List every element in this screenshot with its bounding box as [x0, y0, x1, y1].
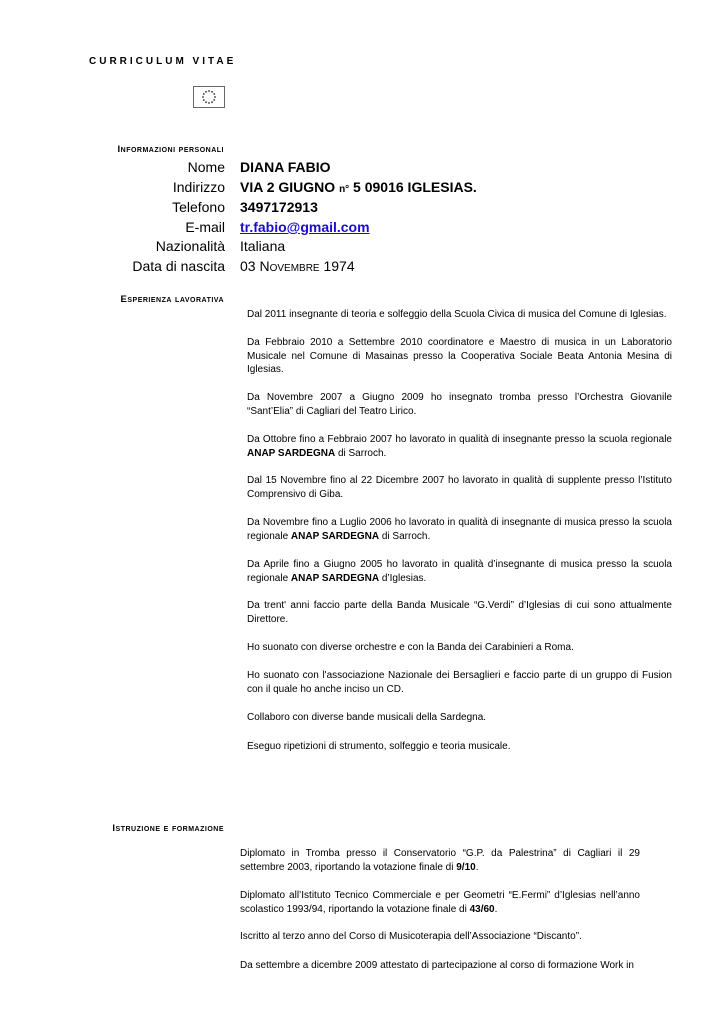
education-text: Diplomato all’Istituto Tecnico Commerciale e per Geometri “E.Fermi” d’Iglesias nell’anno scolastico 1993/94, riportando la votazione finale di: [240, 890, 640, 915]
experience-item: [247, 516, 672, 543]
education-item: Iscritto al terzo anno del Corso di Musicoterapia dell’Associazione “Discanto”.: [240, 931, 582, 942]
education-text: Diplomato in Tromba presso il Conservatorio “G.P. da Palestrina” di Cagliari il 29 settembre 2003, riportando la votazione finale di: [240, 848, 640, 873]
education-item: [240, 847, 640, 874]
experience-item: Da Febbraio 2010 a Settembre 2010 coordinatore e Maestro di musica in un Laboratorio Musicale nel Comune di Masainas presso la Cooperativa Sociale Beata Antonia Mesina di Iglesias.: [247, 337, 672, 375]
education-grade: 9/10: [456, 861, 476, 873]
label-nationality: Nazionalità: [155, 238, 225, 254]
experience-item: Da Novembre 2007 a Giugno 2009 ho insegnato tromba presso l’Orchestra Giovanile “Sant’Elia” di Cagliari del Teatro Lirico.: [247, 392, 672, 417]
value-address: [240, 179, 477, 195]
section-work-experience: Esperienza lavorativa: [120, 294, 224, 305]
experience-item: Ho suonato con l'associazione Nazionale dei Bersaglieri e faccio parte di un gruppo di Fusion con il quale ho anche inciso un CD.: [247, 670, 672, 695]
experience-org: ANAP SARDEGNA: [290, 530, 380, 542]
education-item: Da settembre a dicembre 2009 attestato di partecipazione al corso di formazione Work in: [240, 960, 634, 971]
experience-text: Da Aprile fino a Giugno 2005 ho lavorato in qualità d’insegnante di musica presso la scuola regionale: [247, 559, 672, 584]
section-personal-info: Informazioni personali: [117, 144, 224, 155]
email-link[interactable]: tr.fabio@gmail.com: [240, 219, 370, 235]
education-text: .: [475, 861, 479, 873]
value-nationality: Italiana: [240, 238, 286, 254]
education-grade: 43/60: [469, 903, 495, 915]
label-email: E-mail: [185, 219, 225, 235]
label-name: Nome: [187, 159, 225, 175]
address-number-abbr: n°: [339, 184, 350, 195]
label-phone: Telefono: [172, 199, 225, 215]
label-birthdate: Data di nascita: [132, 258, 225, 274]
experience-text: d’Iglesias.: [379, 572, 427, 584]
experience-item: Dal 2011 insegnante di teoria e solfeggio della Scuola Civica di musica del Comune di Iglesias.: [247, 309, 667, 320]
eu-flag-icon: [193, 86, 225, 108]
experience-text: di Sarroch.: [379, 530, 431, 542]
address-rest: 5 09016 IGLESIAS.: [349, 179, 477, 195]
education-item: [240, 889, 640, 916]
value-birthdate: 03 Novembre 1974: [240, 258, 355, 274]
label-address: Indirizzo: [172, 179, 225, 195]
experience-text: di Sarroch.: [335, 447, 387, 459]
experience-org: ANAP SARDEGNA: [247, 447, 336, 459]
section-education: Istruzione e formazione: [112, 823, 224, 834]
experience-item: [247, 558, 672, 585]
experience-item: Collaboro con diverse bande musicali della Sardegna.: [247, 712, 487, 723]
experience-item: Da trent' anni faccio parte della Banda Musicale “G.Verdi” d’Iglesias di cui sono attualmente Direttore.: [247, 600, 672, 625]
value-name: DIANA FABIO: [240, 159, 331, 175]
experience-org: ANAP SARDEGNA: [290, 572, 380, 584]
experience-item: Dal 15 Novembre fino al 22 Dicembre 2007 ho lavorato in qualità di supplente presso l’Istituto Comprensivo di Giba.: [247, 475, 672, 500]
education-text: .: [494, 903, 498, 915]
experience-text: Da Novembre fino a Luglio 2006 ho lavorato in qualità di insegnante di musica presso la scuola regionale: [247, 517, 672, 542]
value-phone: 3497172913: [240, 199, 318, 215]
experience-item: Ho suonato con diverse orchestre e con la Banda dei Carabinieri a Roma.: [247, 642, 574, 653]
experience-item: Eseguo ripetizioni di strumento, solfeggio e teoria musicale.: [247, 741, 511, 752]
experience-text: Da Ottobre fino a Febbraio 2007 ho lavorato in qualità di insegnante presso la scuola regionale: [247, 434, 672, 445]
experience-item: [247, 433, 672, 460]
cv-title: CURRICULUM VITAE: [89, 56, 237, 67]
address-street: VIA 2 GIUGNO: [240, 179, 336, 195]
